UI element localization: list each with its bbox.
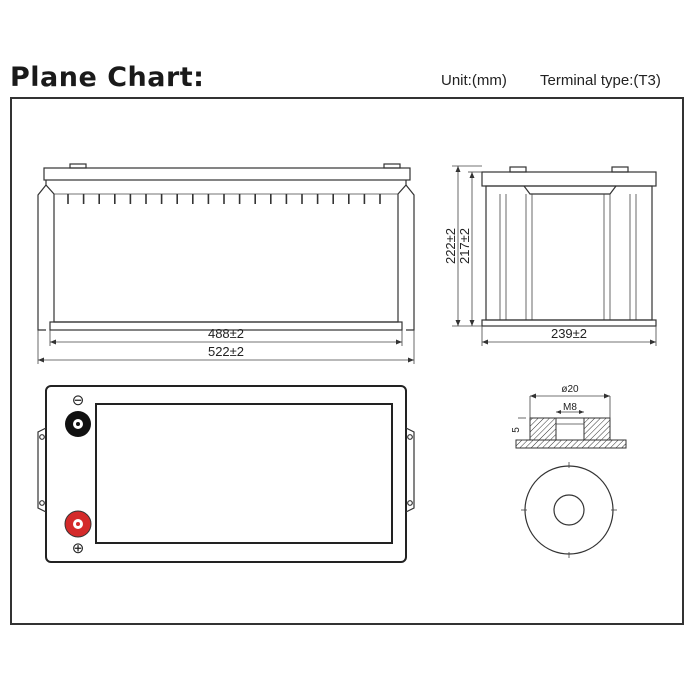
container-ribs: [68, 194, 380, 204]
dim-container-height: 217±2: [457, 227, 472, 265]
front-view: [38, 164, 414, 364]
dim-width: 239±2: [550, 326, 588, 341]
unit-label: Unit:(mm): [441, 72, 507, 89]
positive-polarity-icon: ⊕: [71, 540, 85, 557]
dim-inner-length: 488±2: [207, 326, 245, 341]
page-title: Plane Chart:: [10, 62, 205, 93]
terminal-thread-label: M8: [563, 402, 577, 413]
side-view: [443, 166, 656, 346]
terminal-depth-label: 5: [511, 427, 522, 433]
negative-polarity-icon: ⊖: [71, 392, 85, 409]
top-view: [38, 386, 414, 562]
terminal-section-view: [511, 384, 626, 448]
terminal-diameter-label: ø20: [561, 384, 579, 395]
dim-total-height: 222±2: [443, 227, 458, 265]
terminal-top-view: [521, 462, 617, 558]
terminal-type-label: Terminal type:(T3): [540, 72, 661, 89]
dim-overall-length: 522±2: [207, 344, 245, 359]
